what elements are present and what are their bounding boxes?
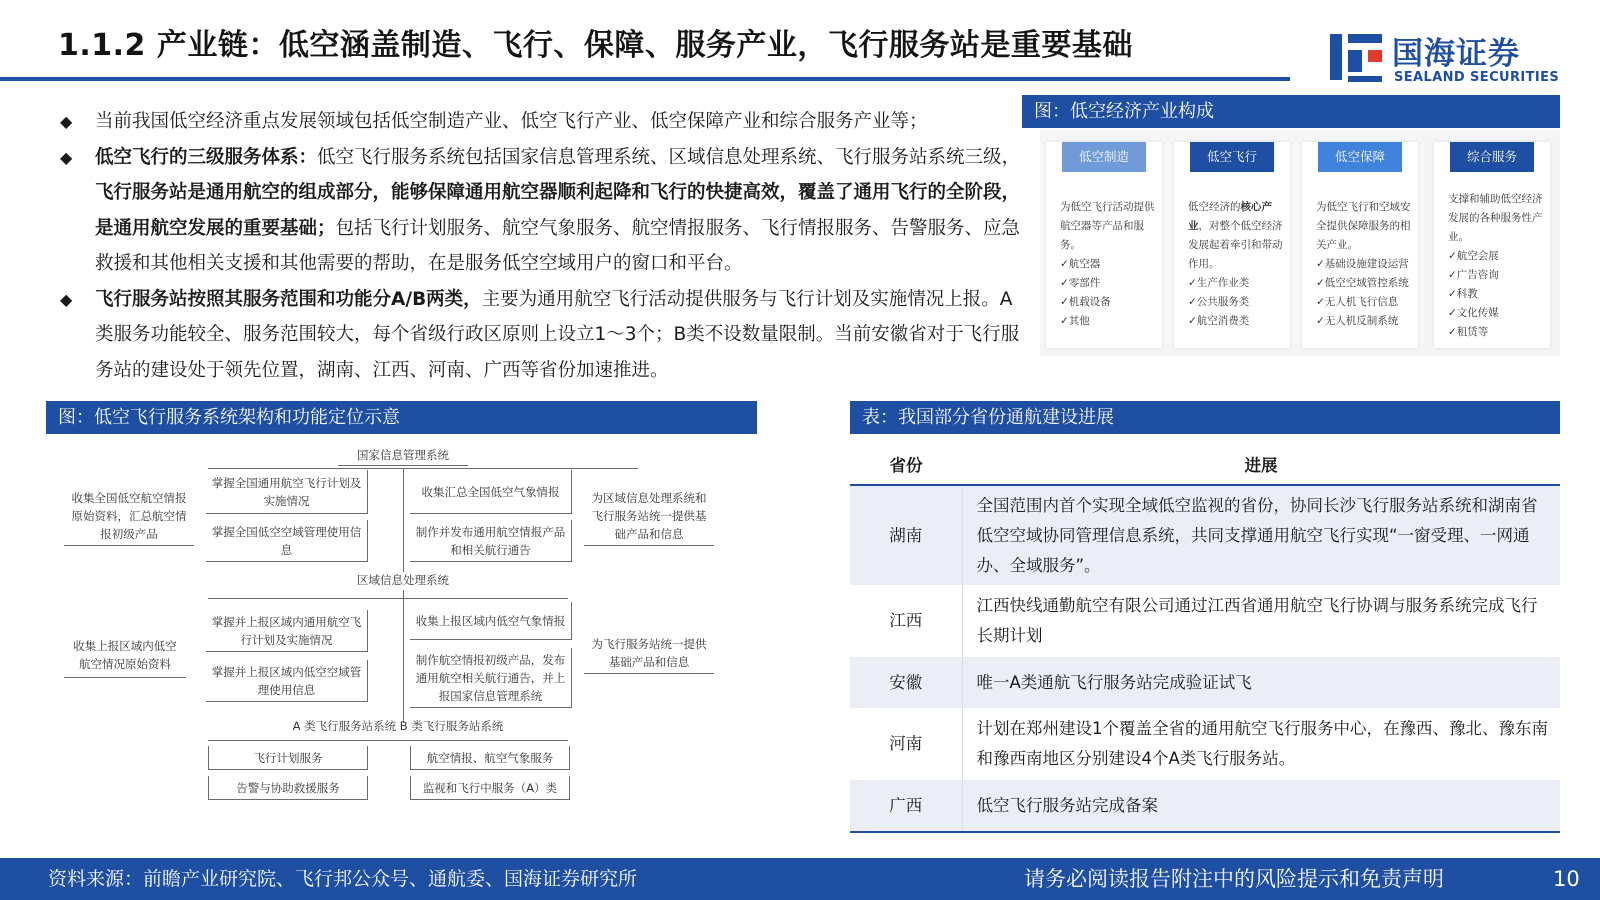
structure-desc-highlight: 核心产业 bbox=[1188, 201, 1272, 232]
structure-item: ✓生产作业类 bbox=[1188, 277, 1250, 289]
structure-column bbox=[1046, 142, 1162, 348]
table-cell-progress: 低空飞行服务站完成备案 bbox=[962, 780, 1560, 832]
diagram-connector bbox=[403, 590, 404, 722]
footer-source: 资料来源：前瞻产业研究院、飞行邦公众号、通航委、国海证券研究所 bbox=[48, 868, 638, 890]
sealand-logo-icon bbox=[1328, 28, 1386, 86]
page-title: 1.1.2 产业链：低空涵盖制造、飞行、保障、服务产业，飞行服务站是重要基础 bbox=[58, 28, 1133, 63]
bullet-text: 主要为通用航空飞行活动提供服务与飞行计划及实施情况上报。A类服务功能较全、服务范围较大，每个省级行政区原则上设立1～3个；B类不设数量限制。当前安徽省对于飞行服务站的建设处于领先位置，湖南、江西、河南、广西等省份加速推进。 bbox=[95, 288, 1020, 381]
structure-item: ✓文化传媒 bbox=[1448, 307, 1499, 319]
diamond-bullet-icon: ◆ bbox=[60, 112, 73, 131]
structure-column-head: 低空制造 bbox=[1062, 142, 1146, 172]
table-row bbox=[850, 485, 1560, 585]
national-box: 掌握全国通用航空飞行计划及实施情况 bbox=[206, 470, 368, 514]
diagram-connector bbox=[403, 468, 404, 572]
regional-box: 收集上报区域内低空气象情报 bbox=[410, 602, 572, 640]
table-cell-progress: 江西快线通勤航空有限公司通过江西省通用航空飞行协调与服务系统完成飞行长期计划 bbox=[976, 596, 1538, 645]
structure-desc-text: ，对整个低空经济发展起着牵引和带动作用。 bbox=[1188, 220, 1283, 270]
table-cell-province: 湖南 bbox=[850, 485, 962, 585]
bullet-list bbox=[58, 104, 1030, 388]
table-cell-progress: 全国范围内首个实现全域低空监视的省份，协同长沙飞行服务站系统和湖南省低空空域协同管理信息系统，共同支撑通用航空飞行实现“一窗受理、一网通办、全域服务”。 bbox=[962, 485, 1560, 585]
station-system-label: A 类飞行服务站系统 B 类飞行服务站系统 bbox=[292, 719, 504, 733]
structure-column-desc bbox=[1188, 198, 1284, 331]
structure-item: ✓基础设施建设运营 bbox=[1316, 258, 1409, 270]
regional-right-note: 为飞行服务站统一提供基础产品和信息 bbox=[584, 632, 714, 674]
structure-column-desc bbox=[1316, 198, 1412, 331]
regional-box: 掌握并上报区域内低空空域管理使用信息 bbox=[206, 660, 368, 702]
table-row bbox=[850, 585, 1560, 657]
diagram-connector bbox=[208, 468, 638, 469]
regional-box: 制作航空情报初级产品，发布通用航空相关航行通告，并上报国家信息管理系统 bbox=[410, 648, 572, 708]
structure-column-head: 低空保障 bbox=[1318, 142, 1402, 172]
national-box: 掌握全国低空空域管理使用信息 bbox=[206, 520, 368, 562]
structure-item: ✓其他 bbox=[1060, 315, 1090, 327]
logo-text-cn: 国海证券 bbox=[1392, 36, 1520, 72]
table-cell-province: 安徽 bbox=[850, 657, 962, 708]
bullet-item bbox=[58, 140, 1030, 282]
structure-column bbox=[1302, 142, 1418, 348]
sealand-logo bbox=[1328, 28, 1568, 90]
station-box: 告警与协助救援服务 bbox=[208, 776, 368, 800]
table-row bbox=[850, 708, 1560, 780]
bullet-tail: 包括飞行计划服务、航空气象服务、航空情报服务、飞行情报服务、告警服务、应急救援和其他相关支援和其他需要的帮助，在是服务低空空域用户的窗口和平台。 bbox=[95, 217, 1021, 274]
structure-item: ✓零部件 bbox=[1060, 277, 1101, 289]
bullet-text: 当前我国低空经济重点发展领域包括低空制造产业、低空飞行产业、低空保障产业和综合服务产业等； bbox=[95, 111, 928, 132]
architecture-caption: 图：低空飞行服务系统架构和功能定位示意 bbox=[46, 401, 757, 434]
structure-column-head: 综合服务 bbox=[1450, 142, 1534, 172]
structure-desc-text: 为低空飞行活动提供航空器等产品和服务。 bbox=[1060, 201, 1155, 251]
structure-item: ✓航空会展 bbox=[1448, 250, 1499, 262]
structure-desc-text: 支撑和辅助低空经济发展的各种服务性产业。 bbox=[1448, 193, 1543, 243]
table-cell-progress: 唯一A类通航飞行服务站完成验证试飞 bbox=[962, 657, 1560, 708]
page-number: 10 bbox=[1553, 867, 1580, 891]
title-rule bbox=[0, 77, 1290, 81]
national-box: 制作并发布通用航空情报产品和相关航行通告 bbox=[410, 520, 572, 562]
table-cell-province: 江西 bbox=[850, 585, 962, 657]
bullet-bold-text: 飞行服务站是通用航空的组成部分，能够保障通用航空器顺利起降和飞行的快捷高效，覆盖了通用飞行的全阶段，是通用航空发展的重要基础； bbox=[95, 182, 1021, 239]
architecture-diagram bbox=[58, 450, 748, 820]
bullet-text: 低空飞行服务系统包括国家信息管理系统、区域信息处理系统、飞行服务站系统三级， bbox=[317, 146, 1021, 168]
table-row bbox=[850, 657, 1560, 708]
regional-left-note: 收集上报区域内低空航空情况原始资料 bbox=[64, 632, 186, 678]
table-cell-province: 河南 bbox=[850, 708, 962, 780]
table-cell-province: 广西 bbox=[850, 780, 962, 832]
structure-item: ✓科教 bbox=[1448, 288, 1478, 300]
structure-item: ✓机载设备 bbox=[1060, 296, 1111, 308]
diagram-connector bbox=[208, 598, 568, 599]
structure-desc-text: 为低空飞行和空域安全提供保障服务的相关产业。 bbox=[1316, 201, 1411, 251]
structure-item: ✓航空器 bbox=[1060, 258, 1101, 270]
structure-item: ✓公共服务类 bbox=[1188, 296, 1250, 308]
table-header-province: 省份 bbox=[850, 443, 962, 485]
footer-disclaimer: 请务必阅读报告附注中的风险提示和免责声明 bbox=[1024, 867, 1444, 891]
national-system-label: 国家信息管理系统 bbox=[338, 447, 468, 466]
table-header-row bbox=[850, 443, 1560, 485]
structure-desc-text: 低空经济的 bbox=[1188, 201, 1241, 213]
structure-caption: 图：低空经济产业构成 bbox=[1022, 95, 1560, 128]
station-box: 飞行计划服务 bbox=[208, 746, 368, 770]
bullet-item bbox=[58, 282, 1030, 389]
industry-structure-figure bbox=[1040, 130, 1560, 356]
station-box: 监视和飞行中服务（A）类 bbox=[410, 776, 570, 800]
structure-item: ✓低空空域管控系统 bbox=[1316, 277, 1409, 289]
regional-box: 掌握并上报区域内通用航空飞行计划及实施情况 bbox=[206, 610, 368, 652]
structure-column-head: 低空飞行 bbox=[1190, 142, 1274, 172]
table-row bbox=[850, 780, 1560, 832]
structure-item: ✓航空消费类 bbox=[1188, 315, 1250, 327]
bullet-lead: 低空飞行的三级服务体系： bbox=[95, 146, 318, 168]
structure-item: ✓租赁等 bbox=[1448, 326, 1489, 338]
structure-column-desc bbox=[1060, 198, 1156, 331]
structure-column-desc bbox=[1448, 190, 1544, 342]
diamond-bullet-icon: ◆ bbox=[60, 289, 73, 309]
table-cell-progress: 计划在郑州建设1个覆盖全省的通用航空飞行服务中心，在豫西、豫北、豫东南和豫西南地区分别建设4个A类飞行服务站。 bbox=[976, 719, 1548, 768]
station-box: 航空情报、航空气象服务 bbox=[410, 746, 570, 770]
national-right-note: 为区域信息处理系统和飞行服务站统一提供基础产品和信息 bbox=[584, 486, 714, 546]
bullet-item bbox=[58, 104, 1030, 140]
structure-item: ✓无人机反制系统 bbox=[1316, 315, 1399, 327]
diagram-connector bbox=[208, 740, 568, 741]
bullet-lead: 飞行服务站按照其服务范围和功能分A/B两类， bbox=[95, 288, 482, 310]
structure-column bbox=[1434, 142, 1550, 348]
table-caption: 表：我国部分省份通航建设进展 bbox=[850, 401, 1560, 434]
structure-item: ✓无人机飞行信息 bbox=[1316, 296, 1399, 308]
structure-item: ✓广告咨询 bbox=[1448, 269, 1499, 281]
logo-text-en: SEALAND SECURITIES bbox=[1394, 70, 1560, 85]
province-progress-table bbox=[850, 443, 1560, 833]
structure-column bbox=[1174, 142, 1290, 348]
regional-system-label: 区域信息处理系统 bbox=[357, 573, 449, 587]
diamond-bullet-icon: ◆ bbox=[60, 147, 73, 167]
table-header-progress: 进展 bbox=[962, 443, 1560, 485]
national-left-note: 收集全国低空航空情报原始资料，汇总航空情报初级产品 bbox=[64, 486, 194, 546]
footer-bar bbox=[0, 858, 1600, 900]
national-box: 收集汇总全国低空气象情报 bbox=[410, 470, 572, 514]
